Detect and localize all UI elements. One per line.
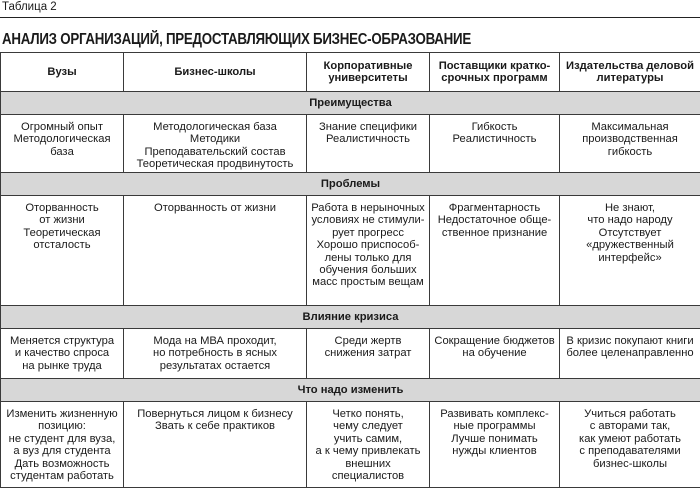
cell-line: лены только для (324, 251, 412, 264)
cell-line: Вузы (47, 65, 77, 78)
table-cell (560, 115, 700, 173)
cell-line: позицию: (38, 420, 86, 433)
cell-line: Поставщики кратко- (438, 59, 551, 72)
table-cell (307, 329, 430, 379)
comparison-table (0, 52, 700, 488)
section-title: Преимущества (1, 92, 700, 115)
section-title: Проблемы (1, 173, 700, 196)
header-row (1, 53, 700, 92)
table-cell (1, 329, 124, 379)
cell-line: университеты (328, 72, 408, 84)
cell-line: как умеют работать (579, 432, 681, 445)
cell-line: Знание специфики (318, 121, 418, 133)
section-row (1, 379, 700, 402)
table-cell (430, 115, 560, 173)
cell-line: условиях не стимули- (311, 214, 425, 227)
cell-line: Корпоративные (323, 59, 413, 72)
cell-line: более целенаправленно (566, 347, 694, 360)
table-cell (430, 329, 560, 379)
cell-line: с авторами так, (589, 420, 671, 433)
table-cell (1, 402, 124, 488)
cell-line: отсталость (33, 239, 91, 252)
table-cell (124, 329, 307, 379)
cell-line: Лучше понимать (451, 432, 538, 445)
cell-line: Огромный опыт (21, 121, 103, 133)
table-cell (430, 196, 560, 306)
cell-line: на обучение (462, 347, 527, 360)
cell-line: а к чему привлекать (315, 445, 421, 458)
cell-line: база (50, 145, 74, 158)
table-caption: Таблица 2 (2, 1, 57, 13)
cell-line: не студент для вуза, (8, 432, 116, 445)
cell-line: внешних (345, 457, 391, 470)
cell-line: срочных программ (441, 72, 548, 84)
cell-line: Среди жертв (334, 335, 402, 347)
table-cell (430, 402, 560, 488)
cell-line: литературы (596, 72, 664, 84)
cell-line: В кризис покупают книги (566, 335, 694, 347)
cell-line: Повернуться лицом к бизнесу (137, 408, 293, 420)
table-row (1, 196, 700, 306)
cell-line: а вуз для студента (13, 445, 111, 458)
cell-line: чему следует (333, 420, 403, 433)
cell-line: Максимальная (591, 121, 669, 133)
cell-line: бизнес-школы (592, 457, 668, 470)
cell-line: и качество спроса (14, 347, 110, 360)
cell-line: Развивать комплекс- (440, 408, 549, 420)
cell-line: масс простым вещам (312, 276, 424, 289)
cell-line: Реалистичность (452, 133, 537, 146)
cell-line: на рынке труда (22, 359, 102, 372)
table-title: АНАЛИЗ ОРГАНИЗАЦИЙ, ПРЕДОСТАВЛЯЮЩИХ БИЗНЕС-ОБРАЗОВАНИЕ (2, 31, 472, 48)
section-row (1, 173, 700, 196)
cell-line: интерфейс» (598, 251, 662, 264)
caption-divider (0, 17, 700, 18)
cell-line: ственное признание (441, 226, 548, 239)
cell-line: нужды клиентов (452, 445, 537, 458)
cell-line: производственная (582, 133, 678, 146)
cell-line: Оторванность от жизни (154, 202, 276, 214)
table-cell (560, 402, 700, 488)
table-row (1, 115, 700, 173)
section-row (1, 306, 700, 329)
cell-line: Работа в нерыночных (311, 202, 425, 214)
table-cell (1, 115, 124, 173)
table-cell (307, 115, 430, 173)
cell-line: Мода на МВА проходит, (153, 335, 277, 347)
cell-line: Изменить жизненную (6, 408, 118, 420)
cell-line: с преподавателями (579, 445, 681, 458)
cell-line: Реалистичность (326, 133, 410, 146)
cell-line: Методологическая (13, 133, 111, 146)
section-row (1, 92, 700, 115)
cell-line: «дружественный (586, 239, 674, 252)
table-cell (307, 196, 430, 306)
table-cell (560, 196, 700, 306)
cell-line: Сокращение бюджетов (434, 335, 555, 347)
table-cell (1, 196, 124, 306)
table-row (1, 329, 700, 379)
cell-line: специалистов (331, 470, 405, 483)
cell-line: Издательства деловой (566, 59, 694, 72)
cell-line: Четко понять, (332, 408, 404, 420)
cell-line: Теоретическая продвинутость (136, 158, 294, 171)
cell-line: от жизни (39, 214, 85, 227)
cell-line: Хорошо приспособ- (316, 239, 420, 252)
cell-line: обучения больших (319, 264, 417, 277)
cell-line: рует прогресс (332, 226, 404, 239)
cell-line: Оторванность (25, 202, 99, 214)
cell-line: Дать возможность (14, 457, 110, 470)
section-title: Что надо изменить (1, 379, 700, 402)
cell-line: студентам работать (10, 470, 114, 483)
cell-line: Методологическая база (153, 121, 277, 133)
cell-line: ные программы (453, 420, 536, 433)
cell-line: результатах остается (159, 359, 271, 372)
cell-line: Учиться работать (584, 408, 676, 420)
table-cell (560, 329, 700, 379)
cell-line: Недостаточное обще- (437, 214, 552, 227)
cell-line: но потребность в ясных (153, 347, 277, 360)
cell-line: Фрагментарность (448, 202, 541, 214)
header-universities (1, 53, 124, 92)
table-cell (307, 402, 430, 488)
table-row (1, 402, 700, 488)
cell-line: Теоретическая (23, 226, 101, 239)
table-body (1, 92, 700, 488)
section-title: Влияние кризиса (1, 306, 700, 329)
header-business-publishers (560, 53, 700, 92)
cell-line: Бизнес-школы (174, 65, 256, 78)
cell-line: Меняется структура (9, 335, 115, 347)
header-corporate-universities (307, 53, 430, 92)
cell-line: снижения затрат (324, 347, 412, 360)
cell-line: что надо народу (587, 214, 673, 227)
cell-line: Преподавательский состав (144, 145, 286, 158)
cell-line: учить самим, (333, 432, 403, 445)
cell-line: Не знают, (604, 202, 656, 214)
table-cell (124, 115, 307, 173)
header-business-schools (124, 53, 307, 92)
cell-line: Отсутствует (598, 226, 662, 239)
cell-line: Методики (189, 133, 241, 146)
header-short-program-providers (430, 53, 560, 92)
table-cell (124, 402, 307, 488)
table-cell (124, 196, 307, 306)
cell-line: гибкость (607, 145, 653, 158)
cell-line: Гибкость (471, 121, 518, 133)
cell-line: Звать к себе практиков (155, 420, 275, 433)
